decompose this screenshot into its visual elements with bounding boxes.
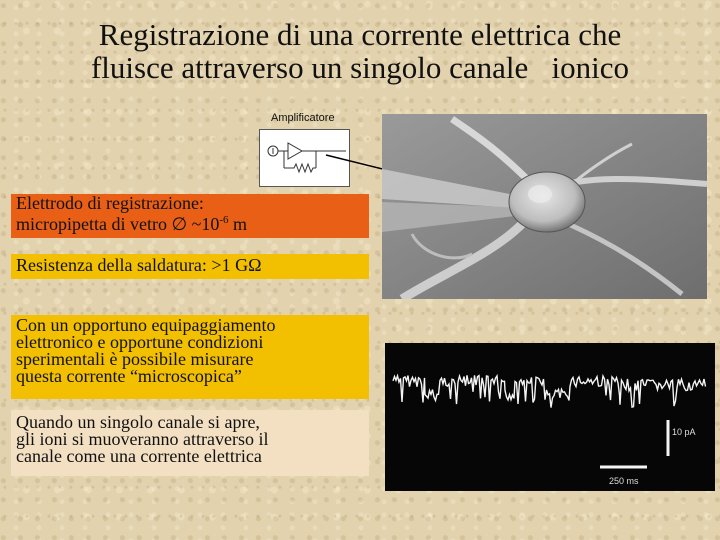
- electrode-line-1: Elettrodo di registrazione:: [16, 193, 204, 213]
- resistance-box: [11, 254, 369, 279]
- channel-line-2: gli ioni si muoveranno attraverso il: [16, 429, 269, 449]
- electrode-line-2: [16, 212, 369, 233]
- equipment-line-3: sperimentali è possibile misurare: [16, 349, 254, 369]
- resistance-text: Resistenza della saldatura: >1 GΩ: [16, 255, 262, 275]
- electrode-diameter-text: micropipetta di vetro ∅ ~10: [16, 214, 220, 234]
- amplifier-label: Amplificatore: [271, 112, 335, 124]
- title-line-1: Registrazione di una corrente elettrica che: [98, 17, 622, 52]
- single-channel-recording: [385, 343, 715, 491]
- equipment-line-4: questa corrente “microscopica”: [16, 366, 242, 386]
- equipment-line-2: elettronico e opportune condizioni: [16, 332, 264, 352]
- electrode-box: [11, 194, 369, 238]
- title-line-2: fluisce attraverso un singolo canale ionico: [90, 50, 630, 85]
- channel-box: [11, 410, 369, 476]
- time-scale-label: 250 ms: [609, 476, 639, 486]
- equipment-box: [11, 315, 369, 399]
- channel-line-3: canale come una corrente elettrica: [16, 446, 262, 466]
- neuron-micrograph: [382, 114, 707, 299]
- channel-line-1: Quando un singolo canale si apre,: [16, 412, 260, 432]
- electrode-exponent: -6: [219, 214, 229, 226]
- current-scale-label: 10 pA: [672, 427, 696, 437]
- equipment-line-1: Con un opportuno equipaggiamento: [16, 315, 276, 335]
- electrode-unit: m: [228, 214, 248, 234]
